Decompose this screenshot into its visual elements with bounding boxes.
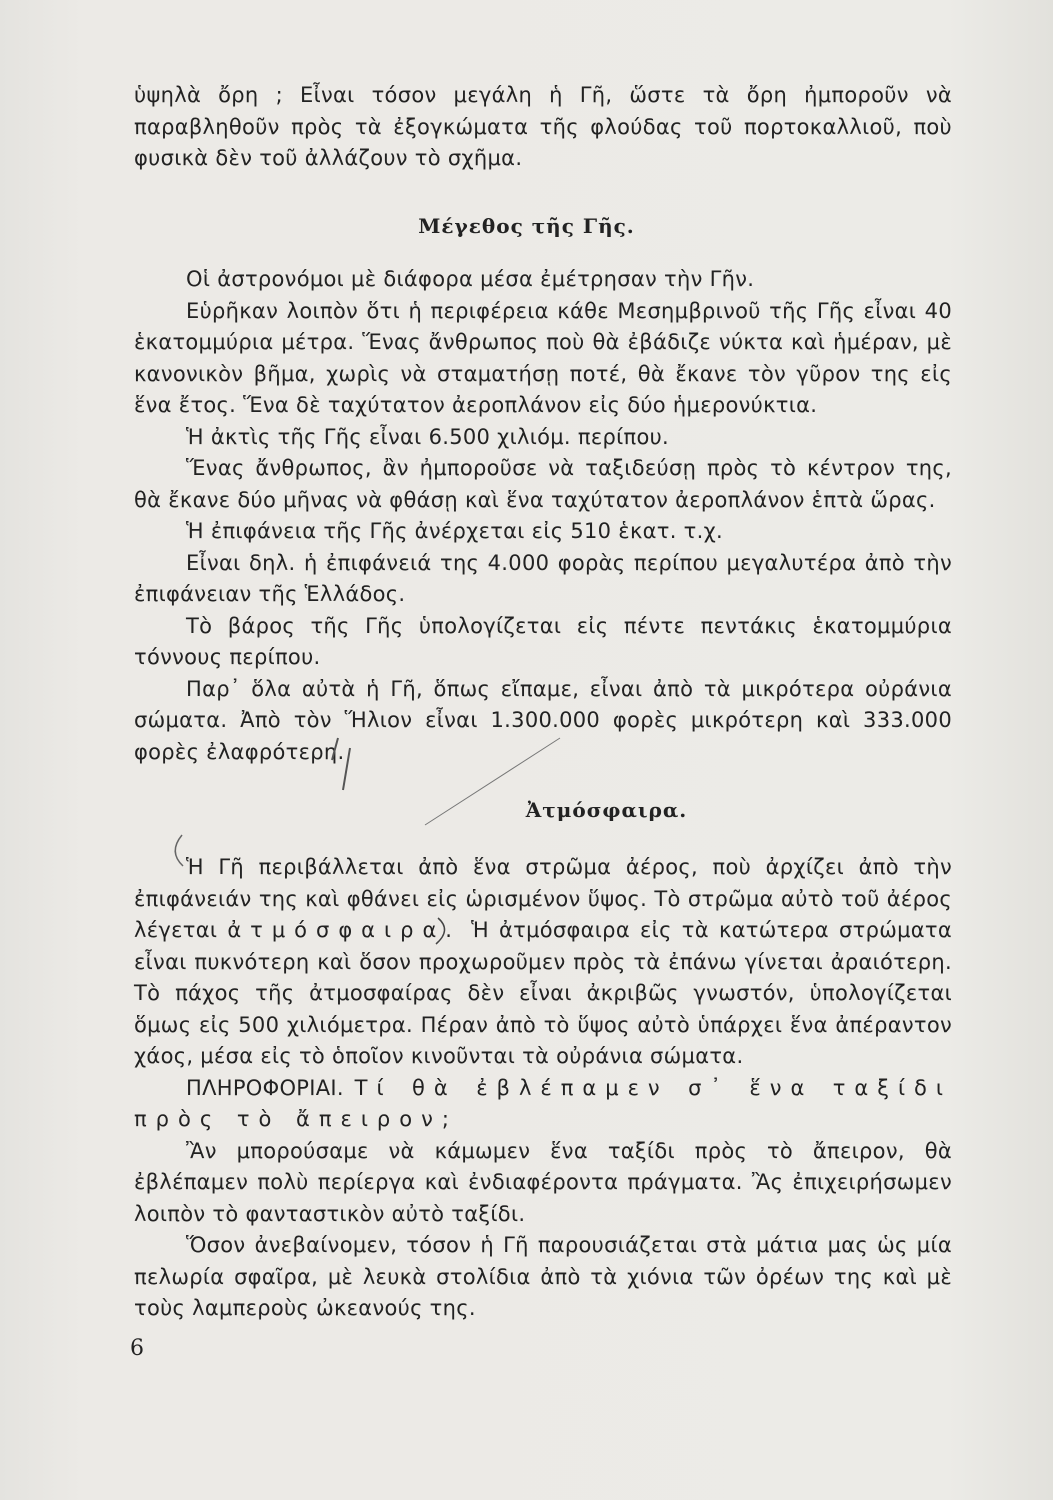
paragraph: Ὅσον ἀνεβαίνομεν, τόσον ἡ Γῆ παρουσιάζεται στὰ μάτια μας ὡς μία πελωρία σφαῖρα, μὲ λευκὰ στολίδια ἀπὸ τὰ χιόνια τῶν ὀρέων της καὶ μὲ τοὺς λαμπεροὺς ὠκεανούς της. [134, 1233, 952, 1320]
paragraph: Παρ᾽ ὅλα αὐτὰ ἡ Γῆ, ὅπως εἴπαμε, εἶναι ἀπὸ τὰ μικρότερα οὐράνια σώματα. Ἀπὸ τὸν Ἥλιον εἶναι 1.300.000 φορὲς μικρότερη καὶ 333.000 φορὲς ἐλαφρότερη. [134, 676, 952, 764]
paragraph: Ἡ ἐπιφάνεια τῆς Γῆς ἀνέρχεται εἰς 510 ἑκατ. τ.χ. [186, 519, 723, 543]
atmosphere-rest: Ἡ ἀτμόσφαιρα εἰς τὰ κατώτερα στρώματα εἶναι πυκνότερη καὶ ὅσον προχωροῦμεν πρὸς τὰ ἐπάνω γίνεται ἀραιότερη. Τὸ πάχος τῆς ἀτμοσφαίρας δὲν εἶναι ἀκριβῶς γνωστόν, ὑπολογίζεται ὅμως εἰς 500 χιλιόμετρα. Πέραν ἀπὸ τὸ ὕψος αὐτὸ ὑπάρχει ἕνα ἀπέραντον χάος, μέσα εἰς τὸ ὁποῖον κινοῦνται τὰ οὐράνια σώματα. [134, 918, 952, 1068]
intro-paragraph: ὑψηλὰ ὄρη ; Εἶναι τόσον μεγάλη ἡ Γῆ, ὥστε τὰ ὄρη ἠμποροῦν νὰ παραβληθοῦν πρὸς τὰ ἐξογκώματα τῆς φλούδας τοῦ πορτοκαλλιοῦ, ποὺ φυσικὰ δὲν τοῦ ἀλλάζουν τὸ σχῆμα. [134, 83, 952, 170]
paragraph: Ἕνας ἄνθρωπος, ἂν ἠμποροῦσε νὰ ταξιδεύσῃ πρὸς τὸ κέντρον της, θὰ ἔκανε δύο μῆνας νὰ φθάσῃ καὶ ἕνα ταχύτατον ἀεροπλάνον ἑπτὰ ὥρας. [134, 456, 952, 512]
pencil-line [425, 738, 560, 825]
paragraph: Εὑρῆκαν λοιπὸν ὅτι ἡ περιφέρεια κάθε Μεσημβρινοῦ τῆς Γῆς εἶναι 40 ἑκατομμύρια μέτρα. Ἕνας ἄνθρωπος ποὺ θὰ ἐβάδιζε νύκτα καὶ ἡμέραν, μὲ κανονικὸν βῆμα, χωρὶς νὰ σταματήσῃ ποτέ, θὰ ἔκανε τὸν γῦρον της εἰς ἕνα ἔτος. Ἕνα δὲ ταχύτατον ἀεροπλάνον εἰς δύο ἡμερονύκτια. [134, 298, 952, 417]
paragraph: Οἱ ἀστρονόμοι μὲ διάφορα μέσα ἐμέτρησαν τὴν Γῆν. [186, 267, 755, 291]
paragraph: Ἂν μπορούσαμε νὰ κάμωμεν ἕνα ταξίδι πρὸς τὸ ἄπειρον, θὰ ἐβλέπαμεν πολὺ περίεργα καὶ ἐνδιαφέροντα πράγματα. Ἂς ἐπιχειρήσωμεν λοιπὸν τὸ φανταστικὸν αὐτὸ ταξίδι. [134, 1138, 952, 1226]
atmosphere-term: ἀτμόσφαιρα. [227, 918, 461, 942]
page-number: 6 [130, 1336, 144, 1361]
paragraph: Τὸ βάρος τῆς Γῆς ὑπολογίζεται εἰς πέντε πεντάκις ἑκατομμύρια τόννους περίπου. [134, 613, 952, 669]
pencil-paren-mark [436, 918, 445, 944]
info-label: ΠΛΗΡΟΦΟΡΙΑΙ. [186, 1075, 344, 1100]
paragraph: Εἶναι δηλ. ἡ ἐπιφάνειά της 4.000 φορὰς περίπου μεγαλυτέρα ἀπὸ τὴν ἐπιφάνειαν τῆς Ἑλλάδος. [134, 550, 952, 606]
atmosphere-lead: Ἡ Γῆ περιβάλλεται ἀπὸ ἕνα στρῶμα ἀέρος, ποὺ ἀρχίζει ἀπὸ τὴν ἐπιφάνειάν της καὶ φθάνει εἰς ὡρισμένον ὕψος. Τὸ στρῶμα αὐτὸ τοῦ ἀέρος λέγεται [134, 855, 952, 942]
section-title-atmosphere: Ἀτμόσφαιρα. [525, 798, 688, 822]
info-question: Τί θὰ ἐβλέπαμεν σ᾽ ἕνα ταξίδι πρὸς τὸ ἄπειρον; [134, 1075, 953, 1131]
pencil-check-mark [332, 738, 350, 790]
paragraph: Ἡ ἀκτὶς τῆς Γῆς εἶναι 6.500 χιλιόμ. περίπου. [186, 424, 670, 449]
section-title-earth-size: Μέγεθος τῆς Γῆς. [418, 214, 635, 238]
pencil-bracket-mark [175, 835, 183, 866]
